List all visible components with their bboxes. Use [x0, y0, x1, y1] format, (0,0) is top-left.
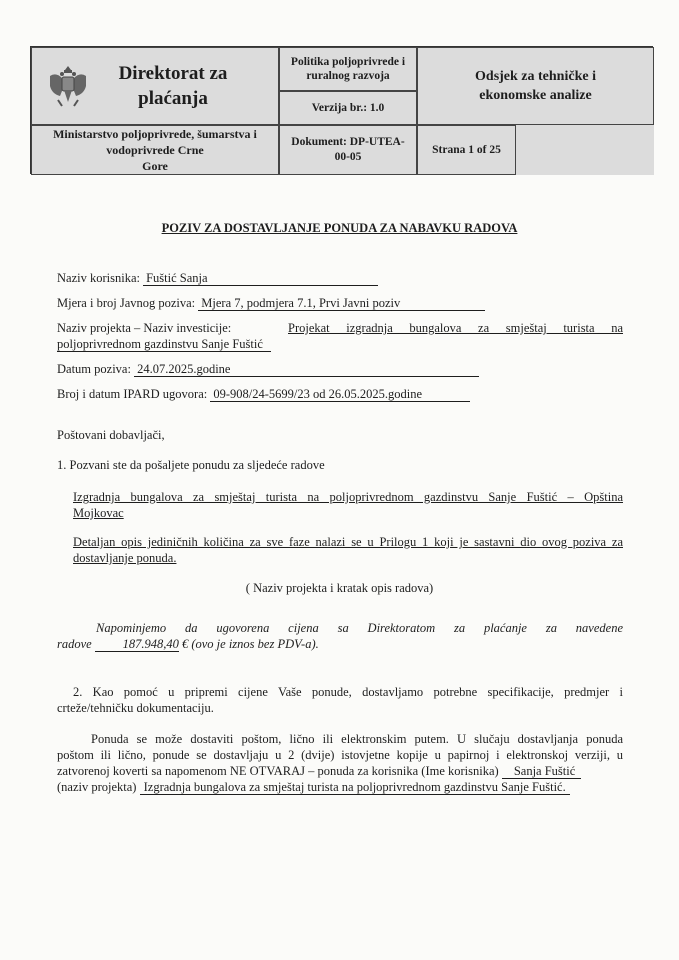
document-code-line2: 00-05 — [334, 151, 362, 163]
contract-row — [57, 386, 470, 402]
price-note-suffix: € (ovo je iznos bez PDV-a). — [181, 637, 319, 651]
document-header-table — [30, 46, 653, 174]
policy-line2: ruralnog razvoja — [306, 70, 390, 82]
price-note — [96, 620, 623, 636]
price-note-prefix: radove — [57, 637, 92, 651]
measure-row — [57, 295, 485, 311]
department-line1: Odsjek za tehničke i — [475, 69, 596, 84]
works-line1: Izgradnja bungalova za smještaj turista na poljoprivrednom gazdinstvu Sanje Fuštić – Opština — [73, 490, 623, 504]
works-caption: ( Naziv projekta i kratak opis radova) — [245, 581, 434, 595]
measure-value: Mjera 7, podmjera 7.1, Prvi Javni poziv — [198, 296, 485, 311]
document-info-cell — [279, 125, 654, 175]
policy-version-cell — [279, 47, 417, 125]
ministry-line2: Gore — [142, 159, 168, 173]
delivery-line2: poštom ili lično, ponude se dostavljaju u 2 (dvije) istovjetne kopije u papirnoj i elektronskoj verziji, u — [57, 748, 623, 762]
works-description — [73, 489, 623, 521]
project-value-line2: poljoprivrednom gazdinstvu Sanje Fuštić — [57, 337, 271, 352]
beneficiary-value: Fuštić Sanja — [143, 271, 378, 286]
delivery-line4-prefix: (naziv projekta) — [57, 780, 137, 794]
ministry-cell — [31, 125, 279, 175]
detail-line2: dostavljanje ponuda. — [73, 551, 177, 565]
organization-cell — [31, 47, 279, 125]
item2-line1: 2. Kao pomoć u pripremi cijene Vaše ponude, dostavljamo potrebne specifikacije, predmjer i — [73, 685, 623, 699]
date-value: 24.07.2025.godine — [134, 362, 479, 377]
beneficiary-label: Naziv korisnika: — [57, 271, 140, 285]
price-note-line2 — [57, 636, 623, 652]
delivery-project-name: Izgradnja bungalova za smještaj turista na poljoprivrednom gazdinstvu Sanje Fuštić. — [140, 780, 570, 795]
project-label: Naziv projekta – Naziv investicije: — [57, 321, 232, 335]
page-number: Strana 1 of 25 — [417, 125, 516, 175]
document-title: POZIV ZA DOSTAVLJANJE PONUDA ZA NABAVKU RADOVA — [161, 221, 518, 235]
contract-amount: 187.948,40 — [95, 637, 179, 652]
date-label: Datum poziva: — [57, 362, 131, 376]
beneficiary-row — [57, 270, 378, 286]
measure-label: Mjera i broj Javnog poziva: — [57, 296, 196, 310]
version-number: Verzija br.: 1.0 — [279, 91, 417, 125]
ministry-line1: Ministarstvo poljoprivrede, šumarstva i vodoprivrede Crne — [53, 127, 257, 157]
organization-name-line1: Direktorat za — [118, 63, 228, 84]
detail-line1: Detaljan opis jediničnih količina za sve faze nalazi se u Prilogu 1 koji je sastavni dio ovog poziva za — [73, 535, 623, 549]
organization-name — [98, 61, 248, 111]
project-value-line1: Projekat izgradnja bungalova za smještaj turista na — [288, 321, 623, 335]
delivery-beneficiary-name: Sanja Fuštić — [502, 764, 581, 779]
policy-line1: Politika poljoprivrede i — [290, 56, 406, 68]
coat-of-arms-icon — [46, 62, 90, 110]
price-note-line1: Napominjemo da ugovorena cijena sa Direktoratom za plaćanje za navedene — [96, 621, 623, 635]
item2-line2: crteže/tehničku dokumentaciju. — [57, 701, 214, 715]
contract-value: 09-908/24-5699/23 od 26.05.2025.godine — [210, 387, 470, 402]
date-row — [57, 361, 479, 377]
delivery-line1: Ponuda se može dostaviti poštom, lično ili elektronskim putem. U slučaju dostavljanja ponuda — [91, 732, 623, 746]
project-row — [57, 320, 623, 352]
greeting: Poštovani dobavljači, — [57, 428, 165, 442]
delivery-paragraph — [57, 731, 623, 795]
works-line2: Mojkovac — [73, 506, 124, 520]
policy-name — [279, 47, 417, 91]
delivery-line3-prefix: zatvorenoj koverti sa napomenom NE OTVARAJ – ponuda za korisnika (Ime korisnika) — [57, 764, 499, 778]
organization-name-line2: plaćanja — [138, 88, 208, 109]
item2-text — [57, 684, 623, 716]
department-cell — [417, 47, 654, 125]
document-code-line1: Dokument: DP-UTEA- — [291, 136, 405, 148]
detail-description — [73, 534, 623, 566]
item1-text: 1. Pozvani ste da pošaljete ponudu za sljedeće radove — [57, 458, 325, 472]
contract-label: Broj i datum IPARD ugovora: — [57, 387, 208, 401]
department-line2: ekonomske analize — [479, 88, 592, 103]
document-code — [279, 125, 417, 175]
